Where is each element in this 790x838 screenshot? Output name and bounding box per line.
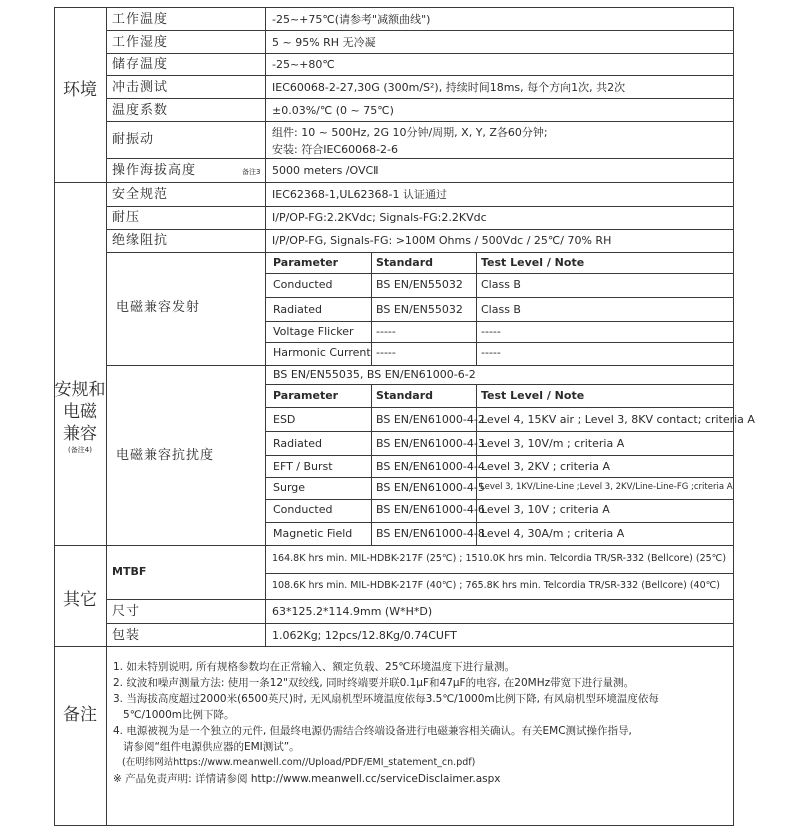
section-line xyxy=(54,545,734,546)
ems-row-level: Level 3, 2KV ; criteria A xyxy=(481,460,611,473)
remark-line: (在明纬网站https://www.meanwell.com//Upload/PDF/EMI_statement_cn.pdf) xyxy=(113,757,476,768)
ems-row-parameter: Magnetic Field xyxy=(273,527,353,540)
table-border-top xyxy=(54,7,734,8)
remark-line: 4. 电源被视为是一个独立的元件, 但最终电源仍需结合终端设备进行电磁兼容相关确认。有关EMC测试操作指导, xyxy=(113,725,632,737)
ems-header-standard: Standard xyxy=(376,389,434,402)
emi-row-standard: BS EN/EN55032 xyxy=(376,303,463,316)
row-line xyxy=(265,477,734,478)
row-line xyxy=(106,53,734,54)
emi-row-standard: BS EN/EN55032 xyxy=(376,278,463,291)
row-line xyxy=(265,321,734,322)
row-line xyxy=(106,623,734,624)
row-line xyxy=(106,365,734,366)
safety-label-isolation: 绝缘阻抗 xyxy=(112,233,169,248)
col-line xyxy=(476,252,477,365)
section-title-remarks: 备注 xyxy=(63,705,97,725)
env-label-humidity: 工作湿度 xyxy=(112,35,169,50)
row-line xyxy=(106,252,734,253)
table-border-bottom xyxy=(54,825,734,826)
ems-title: BS EN/EN55035, BS EN/EN61000-6-2 xyxy=(273,368,476,381)
ems-header-parameter: Parameter xyxy=(273,389,339,402)
env-note-altitude: 备注3 xyxy=(242,168,261,176)
row-line xyxy=(265,573,734,574)
safety-label-ems: 电磁兼容抗扰度 xyxy=(116,448,215,463)
ems-row-level: Level 3, 10V/m ; criteria A xyxy=(481,437,625,450)
env-label-temp-coeff: 温度系数 xyxy=(112,103,169,118)
row-line xyxy=(265,499,734,500)
env-label-storage-temp: 储存温度 xyxy=(112,57,169,72)
emi-row-parameter: Voltage Flicker xyxy=(273,325,354,338)
emi-header-test-level: Test Level / Note xyxy=(481,256,585,269)
emi-row-standard: ----- xyxy=(376,346,396,359)
row-line xyxy=(106,158,734,159)
row-line xyxy=(106,599,734,600)
env-label-vibration: 耐振动 xyxy=(112,132,155,147)
emi-row-parameter: Conducted xyxy=(273,278,333,291)
emi-row-level: ----- xyxy=(481,325,501,338)
ems-row-parameter: EFT / Burst xyxy=(273,460,333,473)
safety-label-standards: 安全规范 xyxy=(112,187,169,202)
env-label-shock: 冲击测试 xyxy=(112,80,169,95)
section-note-safety: (备注4) xyxy=(68,446,92,454)
row-line xyxy=(265,407,734,408)
row-line xyxy=(106,121,734,122)
row-line xyxy=(265,384,734,385)
row-line xyxy=(106,206,734,207)
emi-row-level: ----- xyxy=(481,346,501,359)
remark-line: 请参阅“组件电源供应器的EMI测试”。 xyxy=(113,741,300,753)
ems-row-standard: BS EN/EN61000-4-2 xyxy=(376,413,485,426)
env-value-vibration-2: 安装: 符合IEC60068-2-6 xyxy=(272,143,399,156)
ems-row-level: Level 4, 15KV air ; Level 3, 8KV contact; criteria A xyxy=(481,413,755,426)
ems-row-parameter: Surge xyxy=(273,481,306,494)
env-value-shock: IEC60068-2-27,30G (300m/S²), 持续时间18ms, 每个方向1次, 共2次 xyxy=(272,81,626,94)
col-line xyxy=(371,384,372,545)
remark-line: 5℃/1000m比例下降。 xyxy=(113,709,235,721)
emi-row-parameter: Harmonic Current xyxy=(273,346,371,359)
section-divider xyxy=(106,7,107,826)
section-line xyxy=(54,646,734,647)
env-value-altitude: 5000 meters /OVCⅡ xyxy=(272,164,379,177)
other-value-mtbf-40c: 108.6K hrs min. MIL-HDBK-217F (40℃) ; 765.8K hrs min. Telcordia TR/SR-332 (Bellcore) (40℃) xyxy=(272,580,721,591)
section-title-other: 其它 xyxy=(63,590,97,610)
row-line xyxy=(265,522,734,523)
row-line xyxy=(106,30,734,31)
other-label-size: 尺寸 xyxy=(112,604,141,619)
row-line xyxy=(265,273,734,274)
env-label-operating-temp: 工作温度 xyxy=(112,12,169,27)
emi-row-level: Class B xyxy=(481,303,521,316)
section-title-env: 环境 xyxy=(63,80,97,100)
label-divider xyxy=(265,7,266,646)
ems-row-parameter: Radiated xyxy=(273,437,322,450)
env-value-operating-temp: -25~+75℃(请参考"减额曲线") xyxy=(272,13,431,26)
ems-header-test-level: Test Level / Note xyxy=(481,389,585,402)
section-title-safety-1: 安规和 xyxy=(54,380,106,400)
remark-disclaimer: ※ 产品免责声明: 详情请参阅 http://www.meanwell.cc/serviceDisclaimer.aspx xyxy=(113,773,501,785)
env-value-storage-temp: -25~+80℃ xyxy=(272,58,335,71)
remark-line: 3. 当海拔高度超过2000米(6500英尺)时, 无风扇机型环境温度依每3.5℃/1000m比例下降, 有风扇机型环境温度依每 xyxy=(113,693,659,705)
ems-row-standard: BS EN/EN61000-4-6 xyxy=(376,503,485,516)
remark-line: 1. 如未特别说明, 所有规格参数均在正常输入、额定负载、25℃环境温度下进行量测。 xyxy=(113,661,516,673)
ems-row-level: Level 4, 30A/m ; criteria A xyxy=(481,527,625,540)
emi-row-standard: ----- xyxy=(376,325,396,338)
safety-label-emi: 电磁兼容发射 xyxy=(116,300,201,315)
other-value-size: 63*125.2*114.9mm (W*H*D) xyxy=(272,605,433,618)
spec-sheet xyxy=(54,7,755,826)
row-line xyxy=(265,431,734,432)
safety-label-withstand: 耐压 xyxy=(112,210,141,225)
col-line xyxy=(371,252,372,365)
section-title-safety-3: 兼容 xyxy=(63,424,97,444)
row-line xyxy=(106,98,734,99)
emi-row-level: Class B xyxy=(481,278,521,291)
row-line xyxy=(265,297,734,298)
env-label-altitude: 操作海拔高度 xyxy=(112,163,197,178)
env-value-vibration-1: 组件: 10 ~ 500Hz, 2G 10分钟/周期, X, Y, Z各60分钟; xyxy=(272,126,548,139)
section-line xyxy=(54,182,734,183)
row-line xyxy=(106,75,734,76)
emi-header-parameter: Parameter xyxy=(273,256,339,269)
ems-row-standard: BS EN/EN61000-4-4 xyxy=(376,460,485,473)
ems-row-level: Level 3, 1KV/Line-Line ;Level 3, 2KV/Line-Line-FG ;criteria A xyxy=(480,482,733,492)
ems-row-parameter: Conducted xyxy=(273,503,333,516)
emi-row-parameter: Radiated xyxy=(273,303,322,316)
ems-row-standard: BS EN/EN61000-4-5 xyxy=(376,481,485,494)
row-line xyxy=(106,229,734,230)
ems-row-standard: BS EN/EN61000-4-3 xyxy=(376,437,485,450)
other-value-mtbf-25c: 164.8K hrs min. MIL-HDBK-217F (25℃) ; 1510.0K hrs min. Telcordia TR/SR-332 (Bellcore) (25℃) xyxy=(272,553,727,564)
emi-header-standard: Standard xyxy=(376,256,434,269)
ems-row-standard: BS EN/EN61000-4-8 xyxy=(376,527,485,540)
env-value-temp-coeff: ±0.03%/℃ (0 ~ 75℃) xyxy=(272,104,394,117)
other-label-packing: 包装 xyxy=(112,628,141,643)
other-label-mtbf: MTBF xyxy=(112,565,147,578)
remark-line: 2. 纹波和噪声测量方法: 使用一条12"双绞线, 同时终端要并联0.1μF和47μF的电容, 在20MHz带宽下进行量测。 xyxy=(113,677,635,689)
section-title-safety-2: 电磁 xyxy=(63,402,97,422)
row-line xyxy=(265,342,734,343)
env-value-humidity: 5 ~ 95% RH 无冷凝 xyxy=(272,36,376,49)
safety-value-standards: IEC62368-1,UL62368-1 认证通过 xyxy=(272,188,447,201)
safety-value-withstand: I/P/OP-FG:2.2KVdc; Signals-FG:2.2KVdc xyxy=(272,211,487,224)
ems-row-parameter: ESD xyxy=(273,413,296,426)
row-line xyxy=(265,455,734,456)
other-value-packing: 1.062Kg; 12pcs/12.8Kg/0.74CUFT xyxy=(272,629,457,642)
ems-row-level: Level 3, 10V ; criteria A xyxy=(481,503,610,516)
safety-value-isolation: I/P/OP-FG, Signals-FG: >100M Ohms / 500Vdc / 25℃/ 70% RH xyxy=(272,234,612,247)
